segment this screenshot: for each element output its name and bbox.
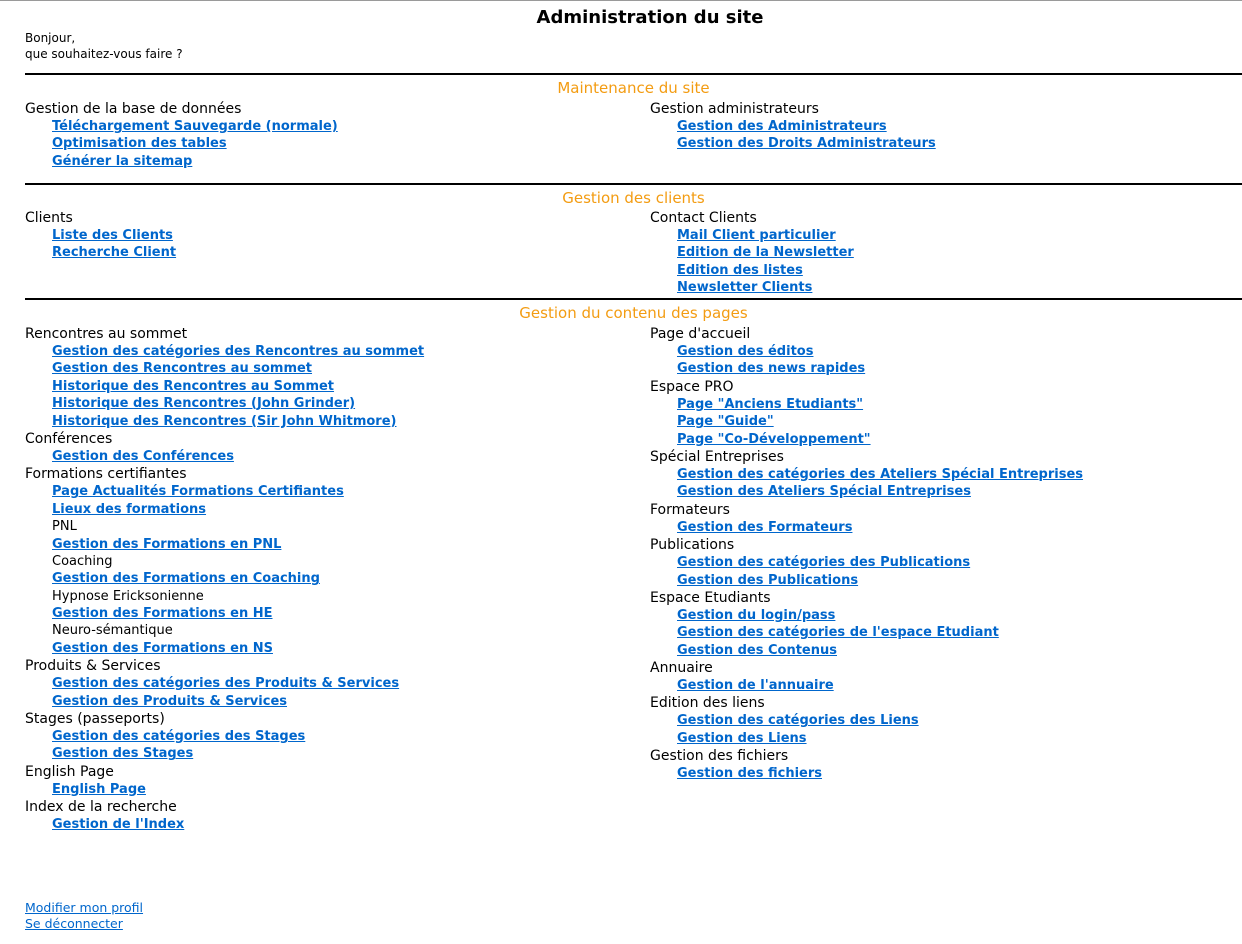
admin-link[interactable]: Gestion des éditos	[677, 344, 814, 359]
group-title: Gestion de la base de données	[25, 101, 242, 117]
account-links	[25, 900, 143, 932]
admin-link[interactable]: Gestion des catégories de l'espace Etudiant	[677, 625, 999, 641]
group-title: Formations certifiantes	[25, 466, 187, 483]
greeting-line-1: Bonjour,	[25, 31, 76, 45]
group-title: Gestion des fichiers	[650, 748, 789, 765]
group-title: Rencontres au sommet	[25, 326, 188, 342]
group-title: Espace PRO	[650, 378, 734, 395]
admin-link[interactable]: Recherche Client	[52, 245, 177, 261]
admin-link[interactable]: Gestion des Contenus	[677, 642, 837, 658]
section-divider	[25, 298, 1242, 300]
admin-link[interactable]: Gestion des Formations en Coaching	[52, 571, 320, 587]
section-title: Maintenance du site	[557, 79, 710, 97]
admin-link[interactable]: Gestion des Formateurs	[677, 519, 853, 535]
admin-link[interactable]: Page "Guide"	[677, 414, 774, 430]
section-title: Gestion du contenu des pages	[519, 304, 748, 322]
edit-profile-link[interactable]: Modifier mon profil	[25, 900, 144, 915]
admin-link[interactable]: Gestion de l'annuaire	[677, 678, 834, 694]
admin-link[interactable]: Gestion des catégories des Publications	[677, 555, 971, 571]
group-title: Publications	[650, 537, 735, 554]
admin-link[interactable]: Gestion des Rencontres au sommet	[52, 361, 313, 377]
admin-link[interactable]: Gestion des catégories des Liens	[677, 713, 919, 729]
admin-link[interactable]: English Page	[52, 781, 146, 797]
group-title: Espace Etudiants	[650, 589, 771, 606]
admin-link[interactable]: Liste des Clients	[52, 228, 173, 243]
admin-link[interactable]: Gestion des Conférences	[52, 448, 234, 464]
logout-link[interactable]: Se déconnecter	[25, 916, 123, 931]
admin-link[interactable]: Page "Co-Développement"	[677, 431, 871, 447]
group-title: Index de la recherche	[25, 799, 177, 816]
greeting	[25, 30, 183, 62]
section-clients-left	[25, 209, 176, 262]
group-title: Spécial Entreprises	[650, 448, 784, 465]
group-title: Page d'accueil	[650, 326, 751, 342]
admin-link[interactable]: Page Actualités Formations Certifiantes	[52, 484, 344, 500]
admin-link[interactable]: Gestion des Produits & Services	[52, 693, 288, 709]
group-title: Annuaire	[650, 660, 713, 677]
group-title: English Page	[25, 763, 114, 780]
admin-link[interactable]: Générer la sitemap	[52, 153, 193, 169]
subgroup-label: Hypnose Ericksonienne	[52, 588, 204, 604]
admin-link[interactable]: Gestion des catégories des Rencontres au sommet	[52, 344, 425, 359]
group-title: Formateurs	[650, 501, 730, 518]
section-title: Gestion des clients	[562, 189, 705, 207]
group-title: Contact Clients	[650, 210, 757, 226]
admin-link[interactable]: Gestion des Formations en PNL	[52, 536, 282, 552]
admin-link[interactable]: Gestion des catégories des Stages	[52, 729, 306, 745]
section-divider	[25, 183, 1242, 185]
admin-link[interactable]: Gestion de l'Index	[52, 817, 185, 833]
greeting-line-2: que souhaitez-vous faire ?	[25, 47, 183, 61]
group-title: Produits & Services	[25, 658, 161, 675]
admin-link[interactable]: Historique des Rencontres (Sir John Whitmore)	[52, 413, 397, 429]
admin-link[interactable]: Gestion des fichiers	[677, 766, 823, 782]
admin-link[interactable]: Page "Anciens Etudiants"	[677, 396, 864, 412]
admin-link[interactable]: Newsletter Clients	[677, 280, 813, 296]
section-content-header	[25, 298, 1242, 323]
admin-link[interactable]: Gestion des Formations en HE	[52, 606, 273, 622]
section-maintenance-header	[25, 73, 1242, 98]
admin-link[interactable]: Historique des Rencontres (John Grinder)	[52, 396, 356, 412]
group-title: Stages (passeports)	[25, 711, 165, 728]
section-clients-right	[650, 209, 854, 297]
admin-link[interactable]: Gestion des Formations en NS	[52, 640, 273, 656]
admin-link[interactable]: Optimisation des tables	[52, 136, 227, 152]
admin-link[interactable]: Historique des Rencontres au Sommet	[52, 378, 335, 394]
admin-link[interactable]: Téléchargement Sauvegarde (normale)	[52, 119, 338, 134]
group-title: Gestion administrateurs	[650, 101, 819, 117]
admin-link[interactable]: Gestion des catégories des Ateliers Spécial Entreprises	[677, 466, 1084, 482]
admin-link[interactable]: Gestion des Administrateurs	[677, 119, 887, 134]
admin-link[interactable]: Gestion des Stages	[52, 746, 194, 762]
admin-link[interactable]: Gestion du login/pass	[677, 607, 836, 623]
subgroup-label: Coaching	[52, 553, 113, 569]
admin-link[interactable]: Edition de la Newsletter	[677, 245, 854, 261]
subgroup-label: PNL	[52, 519, 77, 535]
admin-link[interactable]: Gestion des catégories des Produits & Services	[52, 676, 400, 692]
admin-link[interactable]: Gestion des Liens	[677, 730, 807, 746]
admin-link[interactable]: Gestion des Ateliers Spécial Entreprises	[677, 484, 971, 500]
group-title: Clients	[25, 210, 73, 226]
admin-link[interactable]: Gestion des Publications	[677, 572, 859, 588]
admin-link[interactable]: Gestion des Droits Administrateurs	[677, 136, 936, 152]
section-maintenance-left	[25, 100, 338, 170]
group-title: Edition des liens	[650, 695, 765, 712]
page-title: Administration du site	[536, 7, 764, 28]
section-clients-header	[25, 183, 1242, 208]
admin-link[interactable]: Gestion des news rapides	[677, 361, 866, 377]
admin-link[interactable]: Lieux des formations	[52, 501, 207, 517]
section-maintenance-right	[650, 100, 936, 153]
group-title: Conférences	[25, 430, 113, 447]
section-content-left	[25, 325, 424, 834]
admin-link[interactable]: Mail Client particulier	[677, 228, 836, 243]
section-content-right	[650, 325, 1083, 783]
admin-link[interactable]: Edition des listes	[677, 262, 803, 278]
section-divider	[25, 73, 1242, 75]
subgroup-label: Neuro-sémantique	[52, 623, 173, 639]
